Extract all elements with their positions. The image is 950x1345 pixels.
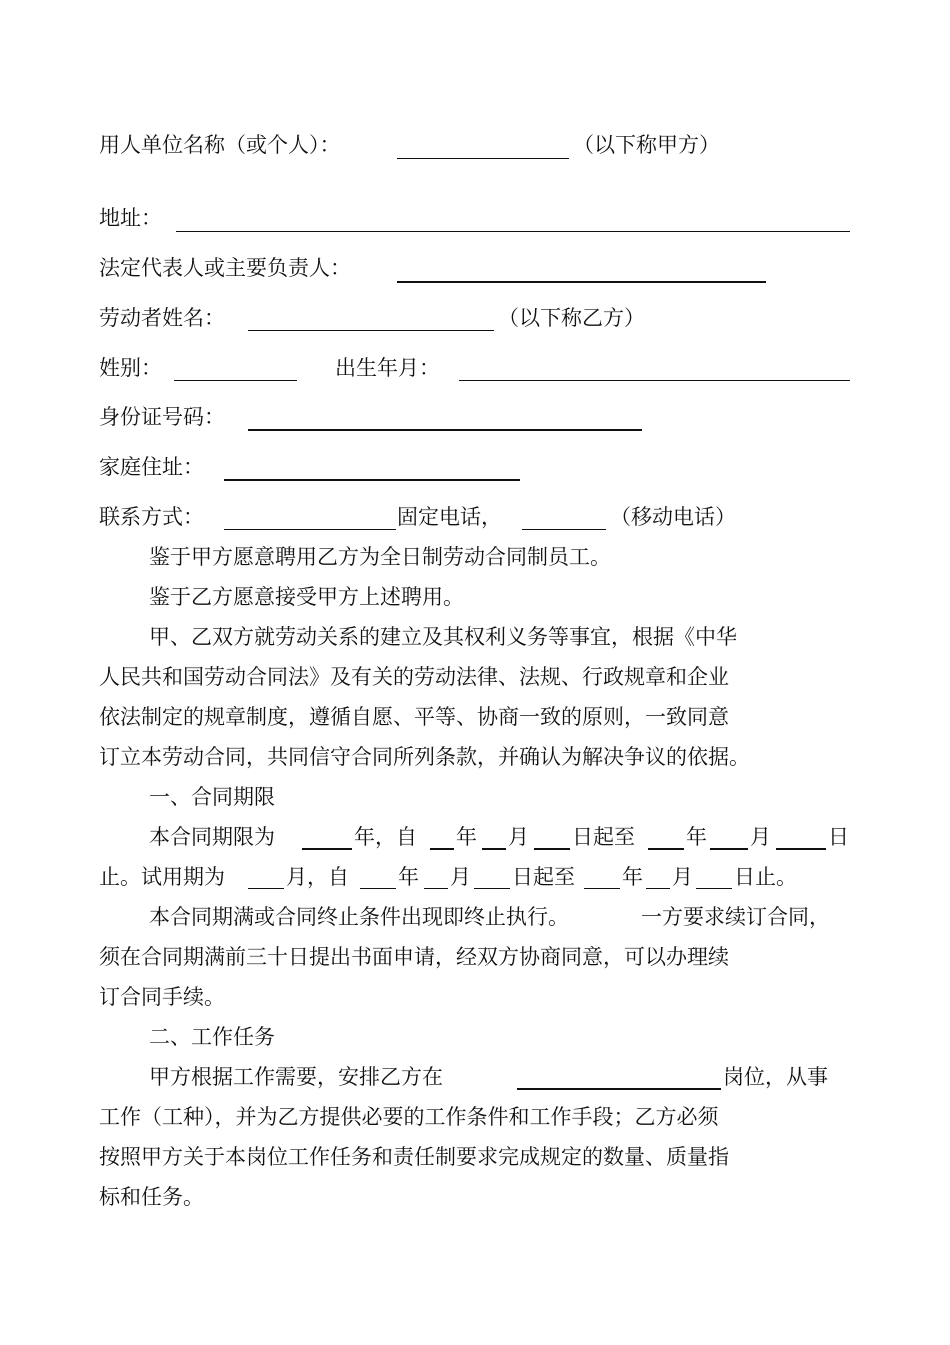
start-year-label: 年 <box>456 825 477 849</box>
term-year-label: 年，自 <box>354 825 417 849</box>
preamble-p3-line2: 人民共和国劳动合同法》及有关的劳动法律、法规、行政规章和企业 <box>99 665 729 689</box>
renew-line1-b: 一方要求续订合同， <box>641 905 830 929</box>
start-from-label: 日起至 <box>572 825 635 849</box>
trial-prefix: 止。试用期为 <box>99 865 225 889</box>
section2-line2: 工作（工种），并为乙方提供必要的工作条件和工作手段；乙方必须 <box>99 1105 719 1129</box>
mobile-phone-field[interactable] <box>522 529 606 530</box>
renew-line1-a: 本合同期满或合同终止条件出现即终止执行。 <box>149 905 569 929</box>
trial-start-year-field[interactable] <box>360 888 396 889</box>
birth-field[interactable] <box>459 380 850 381</box>
employer-label: 用人单位名称（或个人）： <box>99 133 341 157</box>
section2-line1-b: 岗位，从事 <box>723 1065 828 1089</box>
fixed-phone-label: 固定电话， <box>397 505 502 529</box>
trial-start-day-field[interactable] <box>474 888 510 889</box>
employer-suffix: （以下称甲方） <box>573 133 720 157</box>
legal-rep-field[interactable] <box>397 281 766 283</box>
term-prefix: 本合同期限为 <box>149 825 275 849</box>
renew-line2: 须在合同期满前三十日提出书面申请，经双方协商同意，可以办理续 <box>99 945 729 969</box>
section2-line4: 标和任务。 <box>99 1185 204 1209</box>
preamble-p1: 鉴于甲方愿意聘用乙方为全日制劳动合同制员工。 <box>149 545 611 569</box>
trial-end-month-label: 月 <box>672 865 693 889</box>
trial-start-month-label: 月 <box>450 865 471 889</box>
fixed-phone-field[interactable] <box>224 529 396 530</box>
end-year-field[interactable] <box>648 848 684 850</box>
position-field[interactable] <box>517 1088 721 1090</box>
contact-label: 联系方式： <box>99 505 204 529</box>
preamble-p3-line1: 甲、乙双方就劳动关系的建立及其权利义务等事宜，根据《中华 <box>149 625 737 649</box>
trial-months-field[interactable] <box>248 888 284 889</box>
address-field[interactable] <box>176 231 850 232</box>
preamble-p3-line4: 订立本劳动合同，共同信守合同所列条款，并确认为解决争议的依据。 <box>99 745 750 769</box>
renew-line3: 订合同手续。 <box>99 985 225 1009</box>
worker-name-field[interactable] <box>248 330 494 331</box>
mobile-phone-label: （移动电话） <box>610 505 736 529</box>
end-day-field[interactable] <box>776 848 826 850</box>
home-label: 家庭住址： <box>99 455 204 479</box>
trial-start-month-field[interactable] <box>424 888 448 889</box>
trial-start-year-label: 年 <box>398 865 419 889</box>
worker-name-label: 劳动者姓名： <box>99 306 225 330</box>
trial-month-label: 月，自 <box>286 865 349 889</box>
worker-name-suffix: （以下称乙方） <box>498 306 645 330</box>
start-month-field[interactable] <box>482 848 506 850</box>
preamble-p3-line3: 依法制定的规章制度，遵循自愿、平等、协商一致的原则，一致同意 <box>99 705 729 729</box>
end-day-label: 日 <box>828 825 849 849</box>
start-day-field[interactable] <box>534 848 570 850</box>
start-month-label: 月 <box>508 825 529 849</box>
term-years-field[interactable] <box>302 848 352 850</box>
trial-end-label: 日止。 <box>734 865 797 889</box>
trial-end-year-label: 年 <box>622 865 643 889</box>
legal-rep-label: 法定代表人或主要负责人： <box>99 256 351 280</box>
end-month-field[interactable] <box>710 848 748 850</box>
trial-end-month-field[interactable] <box>646 888 670 889</box>
trial-end-year-field[interactable] <box>584 888 620 889</box>
birth-label: 出生年月： <box>335 356 440 380</box>
trial-from-label: 日起至 <box>512 865 575 889</box>
section2-line3: 按照甲方关于本岗位工作任务和责任制要求完成规定的数量、质量指 <box>99 1145 729 1169</box>
trial-end-day-field[interactable] <box>696 888 732 889</box>
id-label: 身份证号码： <box>99 405 225 429</box>
address-label: 地址： <box>99 206 162 230</box>
employer-name-field[interactable] <box>397 158 569 159</box>
section2-line1-a: 甲方根据工作需要，安排乙方在 <box>149 1065 443 1089</box>
gender-label: 姓别： <box>99 356 162 380</box>
home-field[interactable] <box>224 479 520 481</box>
section1-heading: 一、合同期限 <box>149 785 275 809</box>
gender-field[interactable] <box>174 380 297 381</box>
end-month-label: 月 <box>750 825 771 849</box>
start-year-field[interactable] <box>430 848 454 850</box>
id-field[interactable] <box>248 429 642 431</box>
section2-heading: 二、工作任务 <box>149 1025 275 1049</box>
preamble-p2: 鉴于乙方愿意接受甲方上述聘用。 <box>149 585 464 609</box>
end-year-label: 年 <box>686 825 707 849</box>
